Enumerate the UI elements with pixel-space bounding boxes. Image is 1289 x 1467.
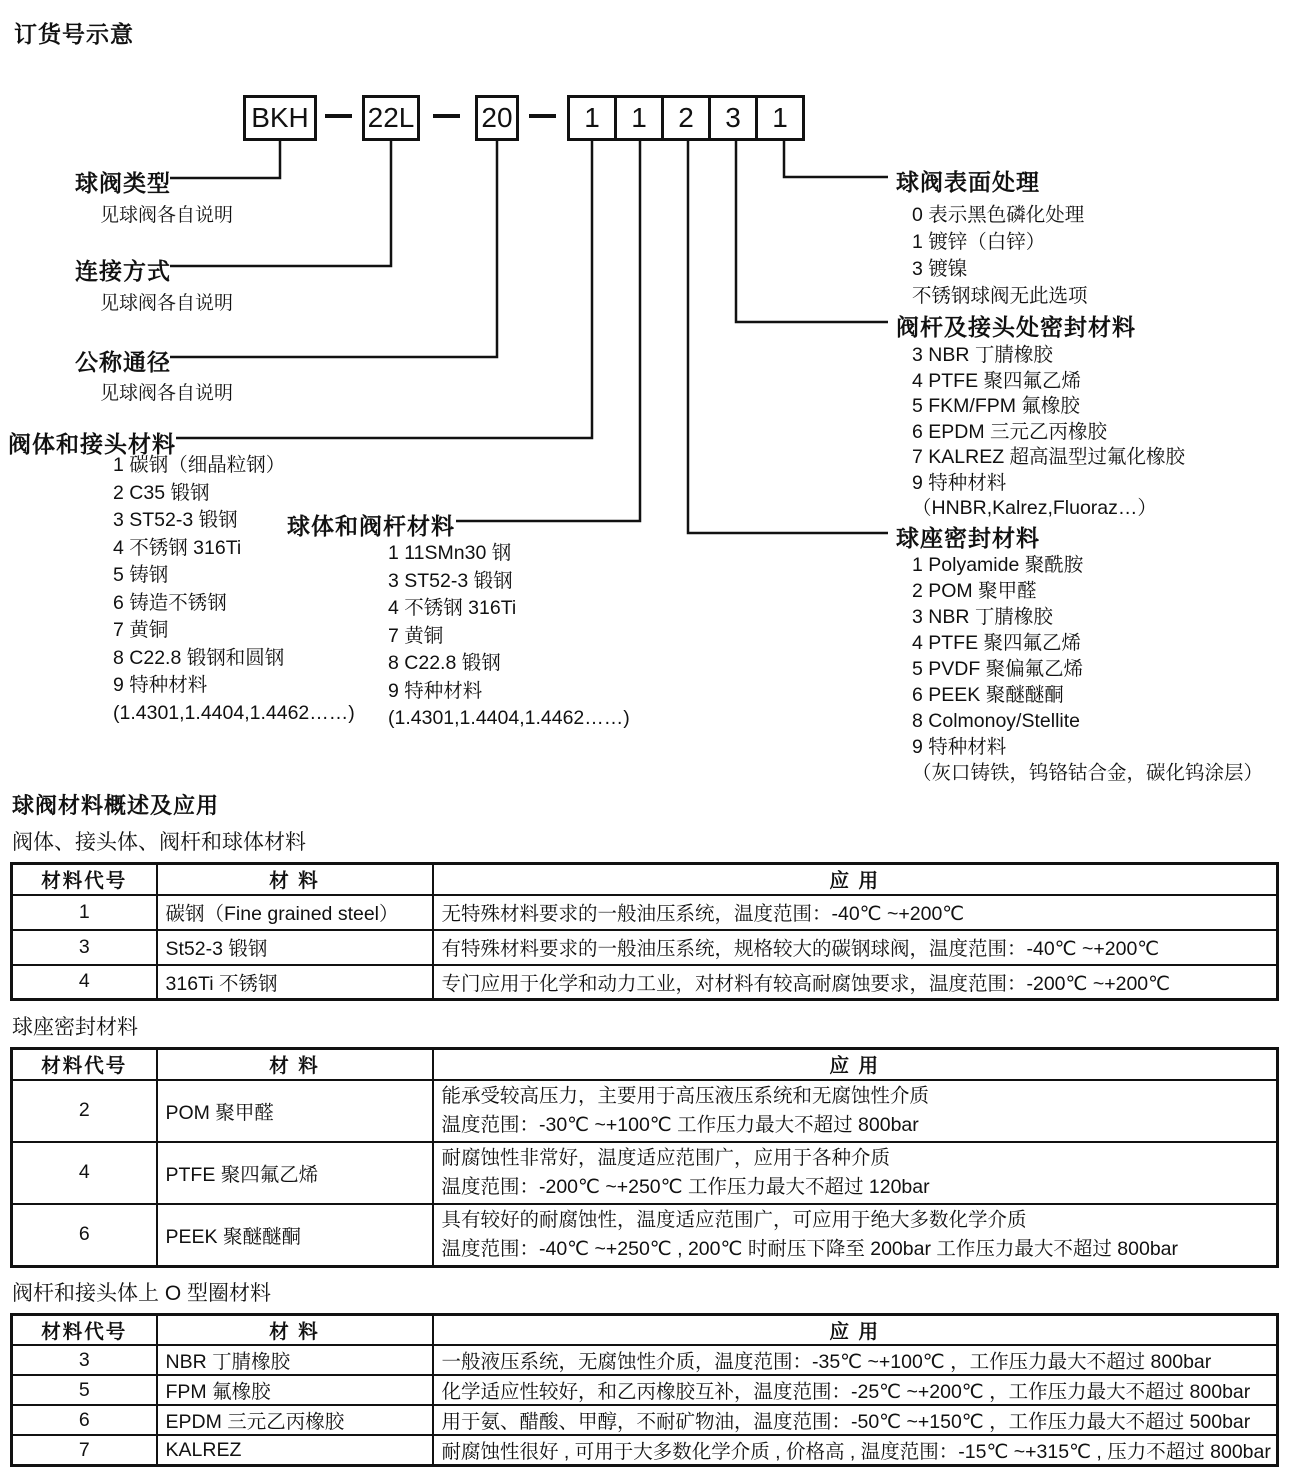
list-item: 5 FKM/FPM 氟橡胶 [912,394,1185,420]
table-row [12,965,1278,1000]
list-body-connector-material [113,452,355,727]
table-row [12,1435,1278,1466]
list-item: 9 特种材料 [912,734,1263,760]
note-nominal-diameter: 见球阀各自说明 [100,378,233,405]
list-item: 3 镀镍 [912,256,1088,283]
material-cell: KALREZ [157,1435,433,1466]
label-surface-treatment: 球阀表面处理 [896,164,1040,197]
application-cell: 用于氨、醋酸、甲醇，不耐矿物油，温度范围：-50℃ ~+150℃ ，工作压力最大不超过 500bar [433,1405,1278,1435]
application-cell: 有特殊材料要求的一般油压系统，规格较大的碳钢球阀，温度范围：-40℃ ~+200℃ [433,930,1278,965]
list-item: （HNBR,Kalrez,Fluoraz…） [912,496,1185,522]
subtitle-oring-materials: 阀杆和接头体上 O 型圈材料 [12,1277,1279,1307]
header-application: 应 用 [433,1049,1278,1080]
list-item: (1.4301,1.4404,1.4462……) [113,700,355,728]
list-item: 1 碳钢（细晶粒钢） [113,452,355,480]
digit-box-body-material: 1 [567,95,617,141]
list-stem-joint-seal-material [912,343,1185,522]
list-item: 5 PVDF 聚偏氟乙烯 [912,656,1263,682]
digit-box-stem-seal: 3 [708,95,758,141]
application-line: 温度范围：-200℃ ~+250℃ 工作压力最大不超过 120bar [442,1173,1277,1202]
table-row [12,1405,1278,1435]
application-cell [433,1204,1278,1267]
list-ball-stem-material [388,540,630,733]
list-item: 6 EPDM 三元乙丙橡胶 [912,420,1185,446]
table-row [12,1080,1278,1142]
header-material: 材 料 [157,1049,433,1080]
header-material-code: 材料代号 [12,1049,157,1080]
list-item: 1 11SMn30 钢 [388,540,630,568]
material-cell: 碳钢（Fine grained steel） [157,895,433,930]
materials-overview-section [0,783,1289,1467]
label-seat-seal-material: 球座密封材料 [896,520,1040,553]
label-body-connector-material: 阀体和接头材料 [8,426,176,459]
code-cell: 3 [12,1345,157,1375]
label-stem-joint-seal-material: 阀杆及接头处密封材料 [896,309,1136,342]
list-item: 7 黄铜 [113,617,355,645]
list-item: 8 Colmonoy/Stellite [912,708,1263,734]
dash-separator [529,114,556,118]
code-box-series: BKH [243,95,317,141]
digit-box-surface-treatment: 1 [755,95,805,141]
material-cell: EPDM 三元乙丙橡胶 [157,1405,433,1435]
header-material: 材 料 [157,1314,433,1345]
application-cell: 无特殊材料要求的一般油压系统，温度范围：-40℃ ~+200℃ [433,895,1278,930]
table-row [12,1142,1278,1204]
page-title: 订货号示意 [14,16,134,49]
list-item: 7 黄铜 [388,623,630,651]
label-nominal-diameter: 公称通径 [75,344,171,377]
list-item: 4 不锈钢 316Ti [388,595,630,623]
application-line: 耐腐蚀性非常好，温度适应范围广，应用于各种介质 [442,1144,1277,1173]
header-material-code: 材料代号 [12,864,157,895]
list-item: 4 PTFE 聚四氟乙烯 [912,630,1263,656]
note-connection-type: 见球阀各自说明 [100,288,233,315]
application-cell: 专门应用于化学和动力工业，对材料有较高耐腐蚀要求，温度范围：-200℃ ~+200℃ [433,965,1278,1000]
code-cell: 1 [12,895,157,930]
list-item: 0 表示黑色磷化处理 [912,202,1088,229]
label-connection-type: 连接方式 [75,253,171,286]
note-ball-valve-type: 见球阀各自说明 [100,200,233,227]
list-item: 1 Polyamide 聚酰胺 [912,552,1263,578]
table-row [12,930,1278,965]
application-line: 温度范围：-40℃ ~+250℃ , 200℃ 时耐压下降至 200bar 工作压力最大不超过 800bar [442,1235,1277,1264]
code-box-diameter: 20 [475,95,519,141]
code-cell: 4 [12,1142,157,1204]
code-cell: 4 [12,965,157,1000]
subtitle-seat-seal-materials: 球座密封材料 [12,1011,1279,1041]
material-cell: PTFE 聚四氟乙烯 [157,1142,433,1204]
list-item: 5 铸钢 [113,562,355,590]
table-row [12,1345,1278,1375]
list-item: 2 C35 锻钢 [113,480,355,508]
list-item: 不锈钢球阀无此选项 [912,283,1088,310]
material-cell: POM 聚甲醛 [157,1080,433,1142]
list-item: 3 NBR 丁腈橡胶 [912,343,1185,369]
header-application: 应 用 [433,864,1278,895]
list-item: 4 不锈钢 316Ti [113,535,355,563]
table-oring-materials [10,1313,1279,1467]
list-item: 1 镀锌（白锌） [912,229,1088,256]
label-ball-valve-type: 球阀类型 [75,165,171,198]
code-cell: 5 [12,1375,157,1405]
subtitle-body-materials: 阀体、接头体、阀杆和球体材料 [12,826,1279,856]
material-cell: FPM 氟橡胶 [157,1375,433,1405]
table-seat-seal-materials [10,1047,1279,1268]
list-item: 6 铸造不锈钢 [113,590,355,618]
header-material: 材 料 [157,864,433,895]
dash-separator [433,114,460,118]
list-seat-seal-material [912,552,1263,786]
digit-boxes [567,95,805,141]
list-item: 3 ST52-3 锻钢 [388,568,630,596]
code-cell: 6 [12,1204,157,1267]
list-item: 7 KALREZ 超高温型过氟化橡胶 [912,445,1185,471]
table-header-row [12,864,1278,895]
material-cell: St52-3 锻钢 [157,930,433,965]
application-cell: 耐腐蚀性很好 , 可用于大多数化学介质 , 价格高 , 温度范围：-15℃ ~+315℃ , 压力不超过 800bar [433,1435,1278,1466]
application-cell [433,1142,1278,1204]
application-line: 具有较好的耐腐蚀性，温度适应范围广，可应用于绝大多数化学介质 [442,1206,1277,1235]
list-item: 2 POM 聚甲醛 [912,578,1263,604]
code-box-connection: 22L [362,95,420,141]
header-application: 应 用 [433,1314,1278,1345]
digit-box-ball-stem-material: 1 [614,95,664,141]
material-cell: PEEK 聚醚醚酮 [157,1204,433,1267]
list-item: 9 特种材料 [912,471,1185,497]
list-item: 6 PEEK 聚醚醚酮 [912,682,1263,708]
list-item: 9 特种材料 [113,672,355,700]
list-item: 3 ST52-3 锻钢 [113,507,355,535]
code-cell: 6 [12,1405,157,1435]
application-cell: 化学适应性较好，和乙丙橡胶互补，温度范围：-25℃ ~+200℃ ，工作压力最大不超过 800bar [433,1375,1278,1405]
dash-separator [325,114,352,118]
table-header-row [12,1049,1278,1080]
list-item: 9 特种材料 [388,678,630,706]
material-cell: NBR 丁腈橡胶 [157,1345,433,1375]
code-cell: 7 [12,1435,157,1466]
code-cell: 2 [12,1080,157,1142]
table-header-row [12,1314,1278,1345]
list-item: 3 NBR 丁腈橡胶 [912,604,1263,630]
list-item: （灰口铸铁，钨铬钴合金，碳化钨涂层） [912,760,1263,786]
list-item: 4 PTFE 聚四氟乙烯 [912,369,1185,395]
section-title: 球阀材料概述及应用 [12,789,1279,820]
application-cell [433,1080,1278,1142]
code-cell: 3 [12,930,157,965]
application-line: 能承受较高压力，主要用于高压液压系统和无腐蚀性介质 [442,1082,1277,1111]
digit-box-seat-seal: 2 [661,95,711,141]
table-row [12,1204,1278,1267]
header-material-code: 材料代号 [12,1314,157,1345]
application-line: 温度范围：-30℃ ~+100℃ 工作压力最大不超过 800bar [442,1111,1277,1140]
material-cell: 316Ti 不锈钢 [157,965,433,1000]
table-body-materials [10,862,1279,1001]
label-ball-stem-material: 球体和阀杆材料 [287,508,455,541]
application-cell: 一般液压系统，无腐蚀性介质，温度范围：-35℃ ~+100℃ ，工作压力最大不超过 800bar [433,1345,1278,1375]
list-item: 8 C22.8 锻钢和圆钢 [113,645,355,673]
list-item: (1.4301,1.4404,1.4462……) [388,705,630,733]
table-row [12,895,1278,930]
list-item: 8 C22.8 锻钢 [388,650,630,678]
table-row [12,1375,1278,1405]
list-surface-treatment [912,202,1088,310]
